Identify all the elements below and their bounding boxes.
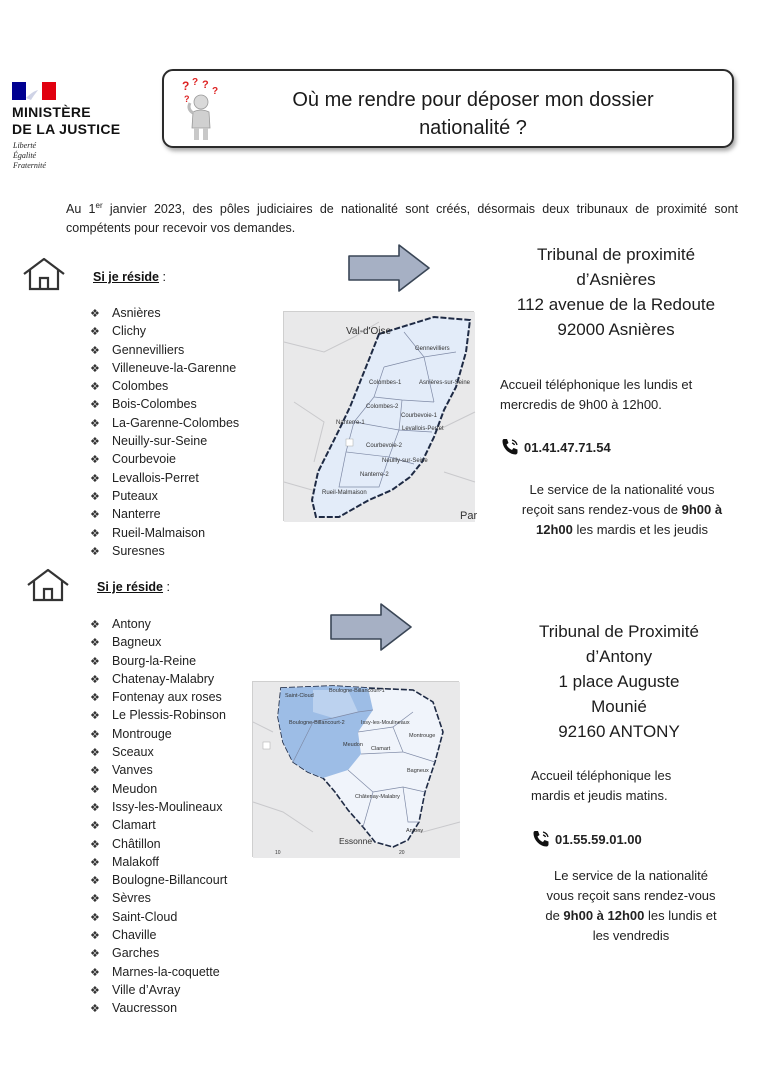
svg-text:?: ? — [212, 86, 219, 97]
bullet-icon: ❖ — [90, 545, 100, 558]
phone-icon — [500, 437, 520, 457]
ministry-logo-text: MINISTÈRE DE LA JUSTICE — [12, 104, 121, 137]
city-list-item — [90, 816, 227, 834]
phone-asnieres: 01.41.47.71.54 — [500, 437, 611, 457]
bullet-icon: ❖ — [90, 710, 100, 723]
city-name: Vanves — [112, 763, 153, 778]
bullet-icon: ❖ — [90, 472, 100, 485]
confused-person-icon — [180, 76, 224, 142]
bullet-icon: ❖ — [90, 344, 100, 357]
map-label: Bagneux — [407, 768, 429, 774]
republic-motto: Liberté Égalité Fraternité — [13, 141, 46, 170]
city-list-item — [90, 926, 227, 944]
bullet-icon: ❖ — [90, 838, 100, 851]
city-name: Chatenay-Malabry — [112, 671, 215, 686]
bullet-icon: ❖ — [90, 948, 100, 961]
city-name: Nanterre — [112, 507, 161, 522]
map-scale-label: 10 — [275, 850, 281, 856]
map-label: Nanterre-1 — [336, 420, 365, 426]
bullet-icon: ❖ — [90, 619, 100, 631]
map-antony — [252, 681, 459, 857]
map-label: Meudon — [343, 742, 363, 748]
map-label: Boulogne-Billancourt-1 — [329, 688, 385, 694]
city-list-item — [90, 963, 227, 981]
city-list-item — [90, 542, 239, 560]
city-list-item — [90, 743, 227, 761]
city-name: Antony — [112, 617, 151, 631]
city-list-item — [90, 853, 227, 871]
map-label: Montrouge — [409, 733, 436, 739]
city-list-item — [90, 835, 227, 853]
city-list-item — [90, 633, 227, 651]
city-name: Fontenay aux roses — [112, 690, 222, 705]
city-list-item — [90, 798, 227, 816]
map-label: Nanterre-2 — [360, 472, 389, 478]
svg-text:?: ? — [192, 77, 199, 88]
map-label: Châtenay-Malabry — [355, 794, 400, 800]
bullet-icon: ❖ — [90, 673, 100, 686]
bullet-icon: ❖ — [90, 966, 100, 979]
bullet-icon: ❖ — [90, 436, 100, 449]
city-list-item — [90, 871, 227, 889]
city-name: Asnières — [112, 306, 161, 320]
city-name: Montrouge — [112, 726, 172, 741]
city-list-item — [90, 652, 227, 670]
city-list-item — [90, 377, 239, 395]
map-label: Neuilly-sur-Seine — [382, 458, 428, 464]
city-list-item — [90, 304, 239, 322]
city-name: Sceaux — [112, 745, 154, 760]
city-name: Bourg-la-Reine — [112, 653, 197, 668]
svg-text:?: ? — [184, 94, 190, 104]
map-label: Antony — [406, 828, 424, 834]
city-list-item — [90, 432, 239, 450]
city-name: Rueil-Malmaison — [112, 525, 206, 540]
bullet-icon: ❖ — [90, 820, 100, 833]
map-label: Colombes-2 — [366, 404, 399, 410]
accueil-asnieres: Accueil téléphonique les lundis et mercredis de 9h00 à 12h00. — [500, 377, 693, 412]
city-list-item — [90, 889, 227, 907]
map-asnieres — [283, 311, 478, 522]
city-list-item — [90, 780, 227, 798]
city-name: Issy-les-Moulineaux — [112, 799, 223, 814]
map-label: Issy-les-Moulineaux — [361, 720, 410, 726]
map-label: Rueil-Malmaison — [322, 490, 367, 496]
map-scale-label: 20 — [399, 850, 405, 856]
arrow-right-icon — [347, 243, 431, 293]
map-label: Colombes-1 — [369, 380, 402, 386]
bullet-icon: ❖ — [90, 381, 100, 394]
house-icon — [24, 567, 72, 603]
city-name: Suresnes — [112, 543, 165, 558]
city-list-item — [90, 414, 239, 432]
bullet-icon: ❖ — [90, 875, 100, 888]
city-list-item — [90, 981, 227, 999]
city-name: Clichy — [112, 324, 147, 339]
service-antony: Le service de la nationalité vous reçoit sans rendez-vous de 9h00 à 12h00 les lundis et les vendredis — [545, 868, 717, 943]
bullet-icon: ❖ — [90, 911, 100, 924]
bullet-icon: ❖ — [90, 728, 100, 741]
city-name: Levallois-Perret — [112, 470, 199, 485]
city-name: Clamart — [112, 818, 156, 833]
city-list-item — [90, 908, 227, 926]
bullet-icon: ❖ — [90, 509, 100, 522]
city-list-item — [90, 615, 227, 633]
city-list-item — [90, 359, 239, 377]
city-list-item — [90, 944, 227, 962]
house-icon — [20, 256, 68, 292]
city-name: Châtillon — [112, 836, 161, 851]
city-name: Meudon — [112, 781, 158, 796]
map-label: Saint-Cloud — [285, 693, 314, 699]
bullet-icon: ❖ — [90, 399, 100, 412]
bullet-icon: ❖ — [90, 308, 100, 320]
accueil-antony: Accueil téléphonique les mardis et jeudis matins. — [531, 768, 672, 803]
bullet-icon: ❖ — [90, 417, 100, 430]
bullet-icon: ❖ — [90, 655, 100, 668]
map-label: Gennevilliers — [415, 346, 450, 352]
phone-antony: 01.55.59.01.00 — [531, 829, 642, 849]
bullet-icon: ❖ — [90, 692, 100, 705]
svg-text:?: ? — [182, 79, 190, 93]
city-name: Puteaux — [112, 488, 158, 503]
intro-paragraph: Au 1er janvier 2023, des pôles judiciaires de nationalité sont créés, désormais deux tribunaux de proximité sont compétents pour recevoir vos demandes. — [66, 201, 739, 236]
city-list-item — [90, 524, 239, 542]
city-list-item — [90, 725, 227, 743]
city-list-item — [90, 706, 227, 724]
city-name: Le Plessis-Robinson — [112, 708, 226, 723]
city-name: Malakoff — [112, 854, 160, 869]
city-list-item — [90, 670, 227, 688]
city-list-antony — [90, 615, 227, 1018]
bullet-icon: ❖ — [90, 893, 100, 906]
arrow-right-icon — [329, 602, 413, 652]
map-label: Clamart — [371, 746, 391, 752]
bullet-icon: ❖ — [90, 765, 100, 778]
city-name: Garches — [112, 946, 160, 961]
city-list-item — [90, 761, 227, 779]
city-name: Saint-Cloud — [112, 909, 178, 924]
city-list-item — [90, 450, 239, 468]
map-label-region: Val-d'Oise — [346, 326, 392, 337]
bullet-icon: ❖ — [90, 527, 100, 540]
city-list-item — [90, 322, 239, 340]
city-name: Vaucresson — [112, 1001, 178, 1016]
city-list-item — [90, 505, 239, 523]
tribunal-asnieres-address: Tribunal de proximité d’Asnières 112 avenue de la Redoute 92000 Asnières — [516, 245, 716, 339]
city-name: Villeneuve-la-Garenne — [112, 360, 237, 375]
map-label: Essonne — [339, 836, 373, 846]
bullet-icon: ❖ — [90, 856, 100, 869]
bullet-icon: ❖ — [90, 783, 100, 796]
city-name: Marnes-la-coquette — [112, 964, 220, 979]
city-name: Courbevoie — [112, 452, 176, 467]
bullet-icon: ❖ — [90, 1003, 100, 1016]
map-label: Boulogne-Billancourt-2 — [289, 720, 345, 726]
city-name: Chaville — [112, 928, 157, 943]
city-list-item — [90, 469, 239, 487]
map-label: Courbevoie-1 — [401, 413, 438, 419]
svg-text:?: ? — [202, 79, 209, 91]
city-list-item — [90, 688, 227, 706]
bullet-icon: ❖ — [90, 747, 100, 760]
city-name: Gennevilliers — [112, 342, 185, 357]
bullet-icon: ❖ — [90, 637, 100, 650]
reside-label: Si je réside : — [93, 270, 166, 284]
marianne-flag-icon — [12, 82, 56, 100]
bullet-icon: ❖ — [90, 984, 100, 997]
bullet-icon: ❖ — [90, 326, 100, 339]
city-list-asnieres — [90, 304, 239, 560]
city-name: La-Garenne-Colombes — [112, 415, 240, 430]
bullet-icon: ❖ — [90, 454, 100, 467]
bullet-icon: ❖ — [90, 801, 100, 814]
phone-icon — [531, 829, 551, 849]
city-name: Boulogne-Billancourt — [112, 873, 228, 888]
city-name: Bagneux — [112, 635, 162, 650]
city-list-item — [90, 341, 239, 359]
bullet-icon: ❖ — [90, 362, 100, 375]
map-label: Par — [460, 510, 478, 522]
reside-label: Si je réside : — [97, 580, 170, 594]
map-label: Courbevoie-2 — [366, 443, 403, 449]
map-label: Asnières-sur-Seine — [419, 380, 471, 386]
city-name: Bois-Colombes — [112, 397, 197, 412]
city-list-item — [90, 395, 239, 413]
city-list-item — [90, 999, 227, 1017]
tribunal-antony-address: Tribunal de Proximité d’Antony 1 place Auguste Mounié 92160 ANTONY — [539, 622, 699, 741]
city-name: Colombes — [112, 379, 169, 394]
city-name: Ville d’Avray — [112, 982, 181, 997]
map-label: Levallois-Perret — [402, 426, 444, 432]
city-list-item — [90, 487, 239, 505]
page-title: Où me rendre pour déposer mon dossier nationalité ? — [292, 89, 654, 139]
bullet-icon: ❖ — [90, 930, 100, 943]
service-asnieres: Le service de la nationalité vous reçoit sans rendez-vous de 9h00 à 12h00 les mardis et les jeudis — [521, 482, 723, 537]
city-name: Sèvres — [112, 891, 151, 906]
bullet-icon: ❖ — [90, 490, 100, 503]
city-name: Neuilly-sur-Seine — [112, 434, 208, 449]
